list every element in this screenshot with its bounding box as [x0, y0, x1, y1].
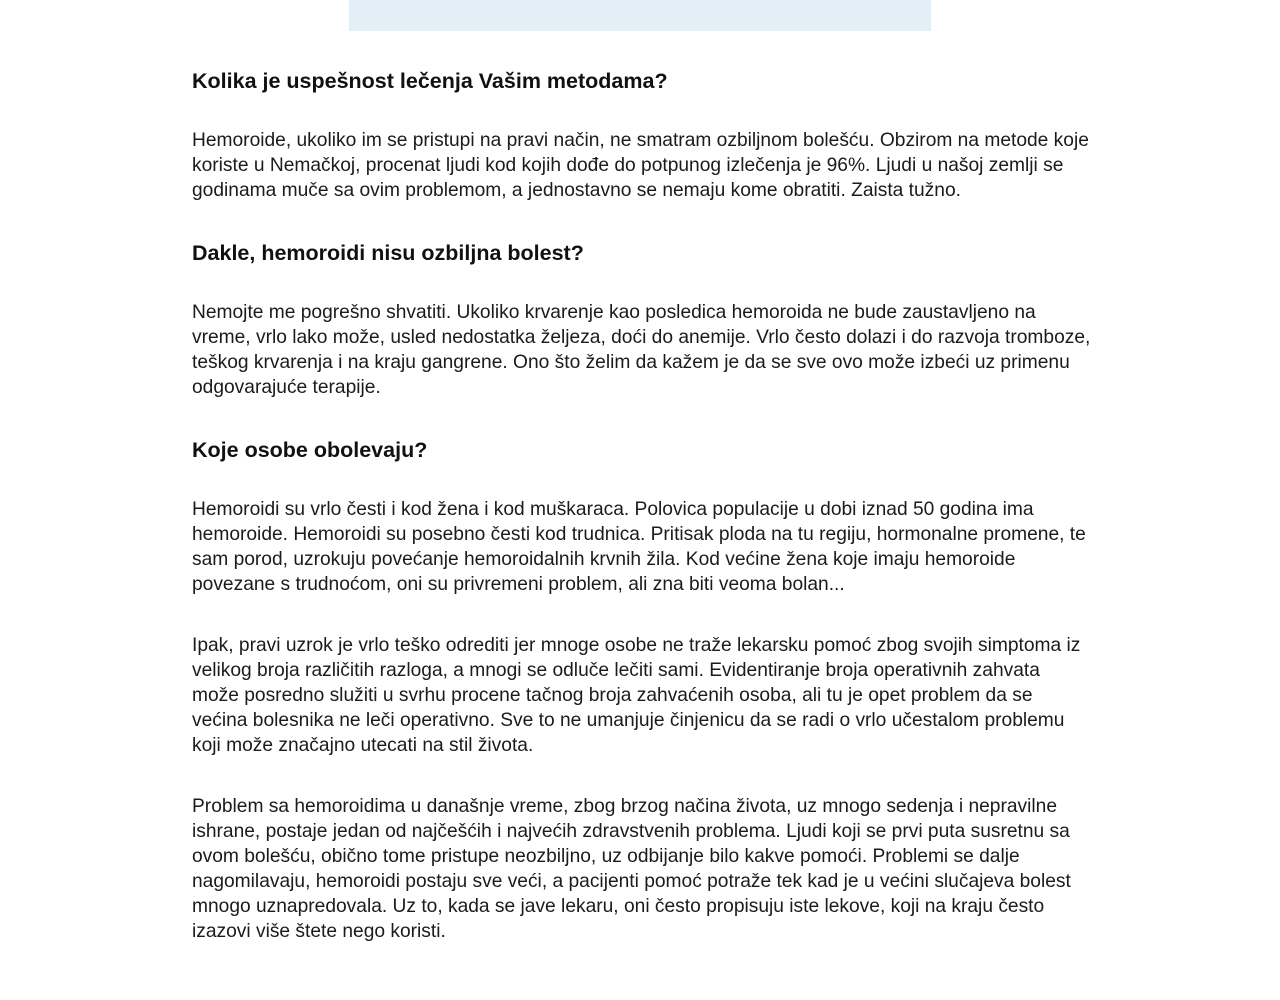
- section-heading: Koje osobe obolevaju?: [192, 438, 428, 462]
- section-paragraph: Ipak, pravi uzrok je vrlo teško odrediti jer mnoge osobe ne traže lekarsku pomoć zbog svojih simptoma iz velikog broja različitih razloga, a mnogi se odluče lečiti sami. Evidentiranje broja operativnih zahvata može posredno služiti u svrhu procene tačnog broja zahvaćenih osoba, ali tu je opet problem da se većina bolesnika ne leči operativno. Sve to ne umanjuje činjenicu da se radi o vrlo učestalom problemu koji može značajno utecati na stil života.: [192, 635, 1081, 756]
- section-paragraph: Nemojte me pogrešno shvatiti. Ukoliko krvarenje kao posledica hemoroida ne bude zaustavljeno na vreme, vrlo lako može, usled nedostatka željeza, doći do anemije. Vrlo često dolazi i do razvoja tromboze, teškog krvarenja i na kraju gangrene. Ono što želim da kažem je da se sve ovo može izbeći uz primenu odgovarajuće terapije.: [192, 302, 1091, 398]
- section-heading: Dakle, hemoroidi nisu ozbiljna bolest?: [192, 241, 584, 265]
- section-paragraph: Problem sa hemoroidima u današnje vreme, zbog brzog načina života, uz mnogo sedenja i nepravilne ishrane, postaje jedan od najčešćih i najvećih zdravstvenih problema. Ljudi koji se prvi puta susretnu sa ovom bolešću, obično tome pristupe neozbiljno, uz odbijanje bilo kakve pomoći. Problemi se dalje nagomilavaju, hemoroidi postaju sve veći, a pacijenti pomoć potraže tek kad je u većini slučajeva bolest mnogo uznapredovala. Uz to, kada se jave lekaru, oni često propisuju iste lekove, koji na kraju često izazovi više štete nego koristi.: [192, 796, 1071, 942]
- section-paragraph: Hemoroide, ukoliko im se pristupi na pravi način, ne smatram ozbiljnom bolešću. Obzirom na metode koje koriste u Nemačkoj, procenat ljudi kod kojih dođe do potpunog izlečenja je 96%. Ljudi u našoj zemlji se godinama muče sa ovim problemom, a jednostavno se nemaju kome obratiti. Zaista tužno.: [192, 130, 1089, 201]
- top-banner-box: [349, 0, 931, 31]
- section-paragraph: Hemoroidi su vrlo česti i kod žena i kod muškaraca. Polovica populacije u dobi iznad 50 godina ima hemoroide. Hemoroidi su posebno česti kod trudnica. Pritisak ploda na tu regiju, hormonalne promene, te sam porod, uzrokuju povećanje hemoroidalnih krvnih žila. Kod većine žena koje imaju hemoroide povezane s trudnoćom, oni su privremeni problem, ali zna biti veoma bolan...: [192, 499, 1086, 595]
- article-body: [192, 67, 1092, 944]
- section-heading: Kolika je uspešnost lečenja Vašim metodama?: [192, 69, 668, 93]
